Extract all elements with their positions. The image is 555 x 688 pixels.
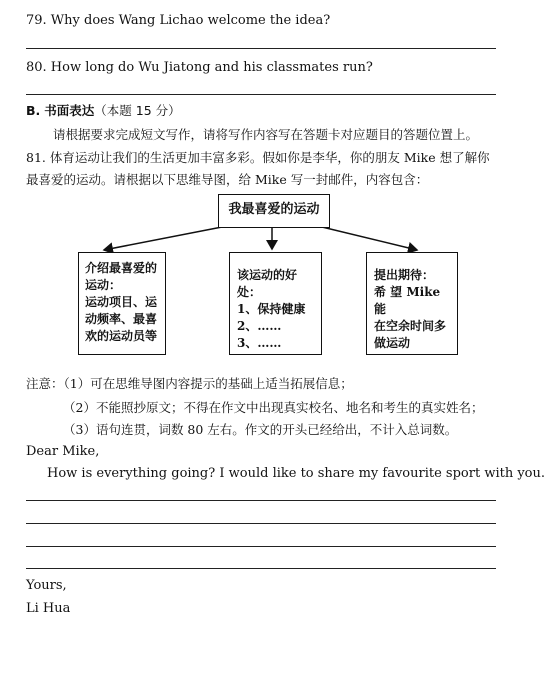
- mind-map-middle-box: [229, 252, 322, 355]
- right-box-line: 希 望 Mike 能: [374, 285, 441, 316]
- section-b-title: 书面表达: [44, 103, 95, 118]
- letter-closing: Yours,: [26, 578, 67, 593]
- mind-map-center-label: 我最喜爱的运动: [228, 202, 320, 217]
- note-1: 注意：（1）可在思维导图内容提示的基础上适当拓展信息；: [26, 376, 353, 391]
- left-box-line: 运动项目、运: [85, 295, 158, 309]
- note-2: （2）不能照抄原文；不得在作文中出现真实校名、地名和考生的真实姓名；: [63, 400, 484, 415]
- question-81-line2: 最喜爱的运动。请根据以下思维导图，给 Mike 写一封邮件，内容包含：: [26, 172, 429, 187]
- mind-map-left-box: [78, 252, 166, 355]
- left-box-line: 运动：: [85, 278, 122, 292]
- question-81-line1: 81. 体育运动让我们的生活更加丰富多彩。假如你是李华，你的朋友 Mike 想了解你: [26, 150, 490, 165]
- left-box-line: 欢的运动员等: [85, 329, 158, 343]
- right-box-line: 做运动: [374, 336, 411, 350]
- question-80: 80. How long do Wu Jiatong and his classmates run?: [26, 60, 373, 75]
- section-b-points: （本题 15 分）: [94, 103, 181, 118]
- mind-map-center-box: [218, 194, 330, 228]
- instruction-text: 请根据要求完成短文写作，请将写作内容写在答题卡对应题目的答题位置上。: [53, 127, 479, 142]
- arrow-left: [104, 227, 222, 250]
- mind-map-right-box: [366, 252, 458, 355]
- middle-box-line: 3、……: [237, 336, 282, 350]
- left-box-line: 介绍最喜爱的: [85, 261, 158, 275]
- writing-line[interactable]: [26, 568, 496, 569]
- section-b-label: B.: [26, 103, 41, 118]
- right-box-line: 在空余时间多: [374, 319, 447, 333]
- writing-line[interactable]: [26, 546, 496, 547]
- letter-opening: How is everything going? I would like to share my favourite sport with you.: [47, 466, 546, 481]
- question-79: 79. Why does Wang Lichao welcome the idea?: [26, 13, 331, 28]
- left-box-line: 动频率、最喜: [85, 312, 158, 326]
- letter-signature: Li Hua: [26, 601, 71, 616]
- arrow-right: [322, 227, 417, 250]
- letter-greeting: Dear Mike,: [26, 444, 100, 459]
- middle-box-line: 该运动的好处：: [237, 268, 298, 299]
- note-3: （3）语句连贯，词数 80 左右。作文的开头已经给出，不计入总词数。: [63, 422, 458, 437]
- middle-box-line: 1、保持健康: [237, 302, 306, 316]
- right-box-line: 提出期待：: [374, 268, 435, 282]
- writing-line[interactable]: [26, 523, 496, 524]
- middle-box-line: 2、……: [237, 319, 282, 333]
- writing-line[interactable]: [26, 500, 496, 501]
